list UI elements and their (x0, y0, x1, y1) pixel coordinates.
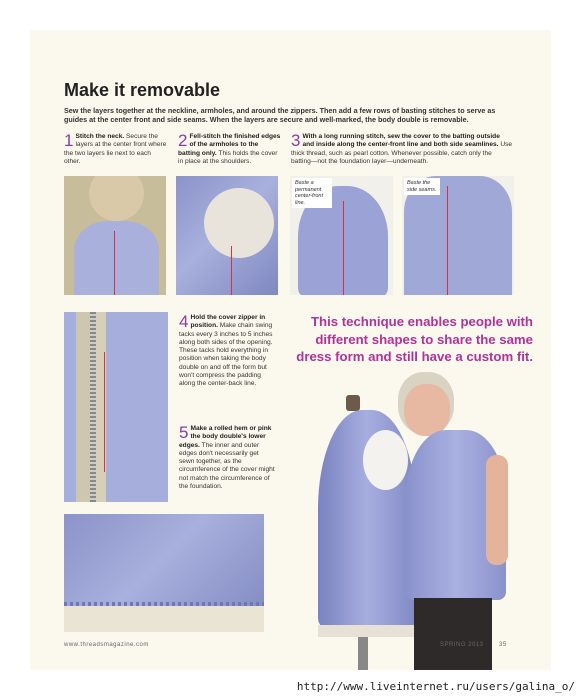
step-3 (291, 133, 513, 166)
step-text: This holds the cover in place at the shoulders. (178, 149, 278, 165)
photo-center-front (290, 176, 393, 295)
photo-side-seams (402, 176, 514, 295)
step-number: 4 (179, 312, 189, 331)
note-side-seams: Baste the side seams. (404, 178, 440, 195)
step-1 (64, 133, 168, 166)
photo-zipper (64, 312, 168, 502)
photo-hem (64, 514, 264, 632)
page-number: 35 (499, 642, 507, 648)
step-2 (178, 133, 282, 166)
step-5 (179, 425, 275, 491)
step-number: 2 (178, 131, 188, 150)
step-heading: Stitch the neck. (75, 133, 125, 140)
pull-quote: This technique enables people with different shapes to share the same dress form and still have a custom fit. (296, 314, 533, 364)
step-number: 5 (179, 423, 189, 442)
step-text: The inner and outer edges don't necessarily get sewn together, as the circumference of the cover might not match the circumference of the foundation. (179, 441, 275, 491)
step-heading: Make a rolled hem or pink the body double's lower edges. (179, 425, 272, 449)
photo-dress-form-and-woman (318, 370, 518, 670)
step-text: Secure the layers at the center front where the two layers lie next to each other. (64, 133, 167, 165)
footer-season: SPRING 2013 (440, 642, 484, 648)
intro-paragraph: Sew the layers together at the neckline, armholes, and around the zippers. Then add a few rows of basting stitches to serve as guides at the center front and side seams. When the layers are secure and well-marked, the body double is removable. (64, 106, 496, 125)
step-number: 3 (291, 131, 301, 150)
photo-armhole (176, 176, 278, 295)
watermark-url: http://www.liveinternet.ru/users/galina_o/ (296, 680, 575, 693)
step-text: Make chain swing tacks every 3 inches to 5 inches along both sides of the opening. These tacks hold everything in position when taking the body double on and off the form but won't compress the padding along the center-back line. (179, 322, 273, 388)
page-title: Make it removable (64, 80, 221, 100)
step-heading: Fell-stitch the finished edges of the armholes to the batting only. (178, 133, 281, 157)
photo-neck-stitch (64, 176, 166, 295)
step-heading: Hold the cover zipper in position. (190, 314, 266, 330)
step-4 (179, 314, 275, 389)
footer-website: www.threadsmagazine.com (64, 642, 149, 648)
note-center-front: Baste a permanent center-front line. (292, 178, 332, 208)
step-number: 1 (64, 131, 74, 150)
step-heading: With a long running stitch, sew the cover to the batting outside and inside along the center-front line and both side seamlines. (302, 133, 500, 149)
step-text: Use thick thread, such as pearl cotton. Whenever possible, catch only the batting—not the foundation layer—underneath. (291, 141, 513, 165)
